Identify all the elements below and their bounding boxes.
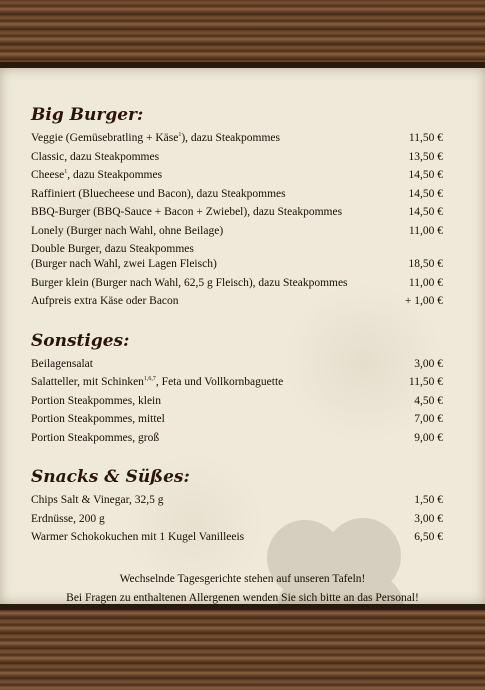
item-price: 7,00 €: [414, 413, 443, 425]
menu-item: [31, 394, 443, 409]
section-title-snacks: Snacks & Süßes:: [31, 467, 190, 487]
menu-item: [31, 512, 443, 527]
item-name: Burger klein (Burger nach Wahl, 62,5 g Fleisch), dazu Steakpommes: [31, 276, 348, 289]
item-name-line2: (Burger nach Wahl, zwei Lagen Fleisch): [31, 258, 217, 270]
item-name: Erdnüsse, 200 g: [31, 512, 105, 525]
wood-frame-top: [0, 0, 485, 68]
item-name: Lonely (Burger nach Wahl, ohne Beilage): [31, 224, 224, 237]
item-price: 1,50 €: [414, 494, 443, 506]
section-title-big-burger: Big Burger:: [31, 105, 144, 125]
item-name-rest: , dazu Steakpommes: [67, 169, 163, 181]
allergen-sup: 1: [64, 169, 68, 176]
footer-line-2: Bei Fragen zu enthaltenen Allergenen wenden Sie sich bitte an das Personal!: [66, 592, 419, 604]
menu-item: [31, 242, 443, 272]
menu-item: [31, 375, 443, 390]
item-name: Veggie (Gemüsebratling + Käse: [31, 132, 179, 144]
item-name: Warmer Schokokuchen mit 1 Kugel Vanilleeis: [31, 531, 245, 543]
item-price: 14,50 €: [408, 206, 443, 218]
item-price: 14,50 €: [408, 187, 443, 200]
item-price: 3,00 €: [414, 357, 443, 370]
item-name: Classic, dazu Steakpommes: [31, 150, 160, 163]
item-name: BBQ-Burger (BBQ-Sauce + Bacon + Zwiebel), dazu Steakpommes: [31, 206, 343, 218]
footer-note: [0, 570, 485, 608]
item-name: Cheese: [31, 169, 65, 181]
menu-item: [31, 294, 443, 309]
menu-item: [31, 131, 443, 146]
footer-line-1: Wechselnde Tagesgerichte stehen auf unseren Tafeln!: [119, 573, 366, 585]
item-name-rest: , Feta und Vollkornbaguette: [155, 376, 284, 388]
menu-item: [31, 187, 443, 202]
allergen-sup: 1: [178, 132, 182, 139]
item-price: 11,50 €: [408, 132, 443, 144]
item-price: 11,00 €: [408, 224, 443, 237]
item-name: Double Burger, dazu Steakpommes: [31, 243, 194, 255]
menu-item: [31, 150, 443, 165]
section-title-sonstiges: Sonstiges:: [31, 330, 130, 351]
menu-item: [31, 431, 443, 446]
item-price: 18,50 €: [408, 258, 443, 270]
wood-frame-bottom: [0, 604, 485, 690]
menu-item: [31, 224, 443, 239]
menu-item: [31, 357, 443, 372]
item-price: + 1,00 €: [404, 295, 443, 307]
item-name: Portion Steakpommes, klein: [31, 394, 162, 407]
item-name: Portion Steakpommes, groß: [31, 431, 160, 444]
menu-item: [31, 530, 443, 545]
item-price: 3,00 €: [414, 512, 443, 525]
item-price: 4,50 €: [414, 394, 443, 407]
item-name: Salatteller, mit Schinken: [31, 376, 144, 388]
menu-item: [31, 412, 443, 427]
item-price: 14,50 €: [408, 169, 443, 181]
item-price: 11,50 €: [408, 376, 443, 388]
allergen-sup: 1,6,7: [143, 376, 156, 383]
item-name-rest: ), dazu Steakpommes: [181, 132, 281, 144]
item-name: Beilagensalat: [31, 357, 93, 370]
item-name: Chips Salt & Vinegar, 32,5 g: [31, 494, 164, 506]
item-name: Raffiniert (Bluecheese und Bacon), dazu Steakpommes: [31, 187, 286, 200]
item-price: 9,00 €: [414, 431, 443, 444]
menu-item: [31, 205, 443, 220]
item-price: 6,50 €: [414, 531, 443, 543]
menu-item: [31, 493, 443, 508]
item-name: Aufpreis extra Käse oder Bacon: [31, 295, 179, 307]
item-name: Portion Steakpommes, mittel: [31, 413, 165, 425]
menu-item: [31, 276, 443, 291]
item-price: 13,50 €: [408, 150, 443, 163]
item-price: 11,00 €: [408, 276, 443, 289]
menu-item: [31, 168, 443, 183]
menu-content: [31, 104, 443, 549]
